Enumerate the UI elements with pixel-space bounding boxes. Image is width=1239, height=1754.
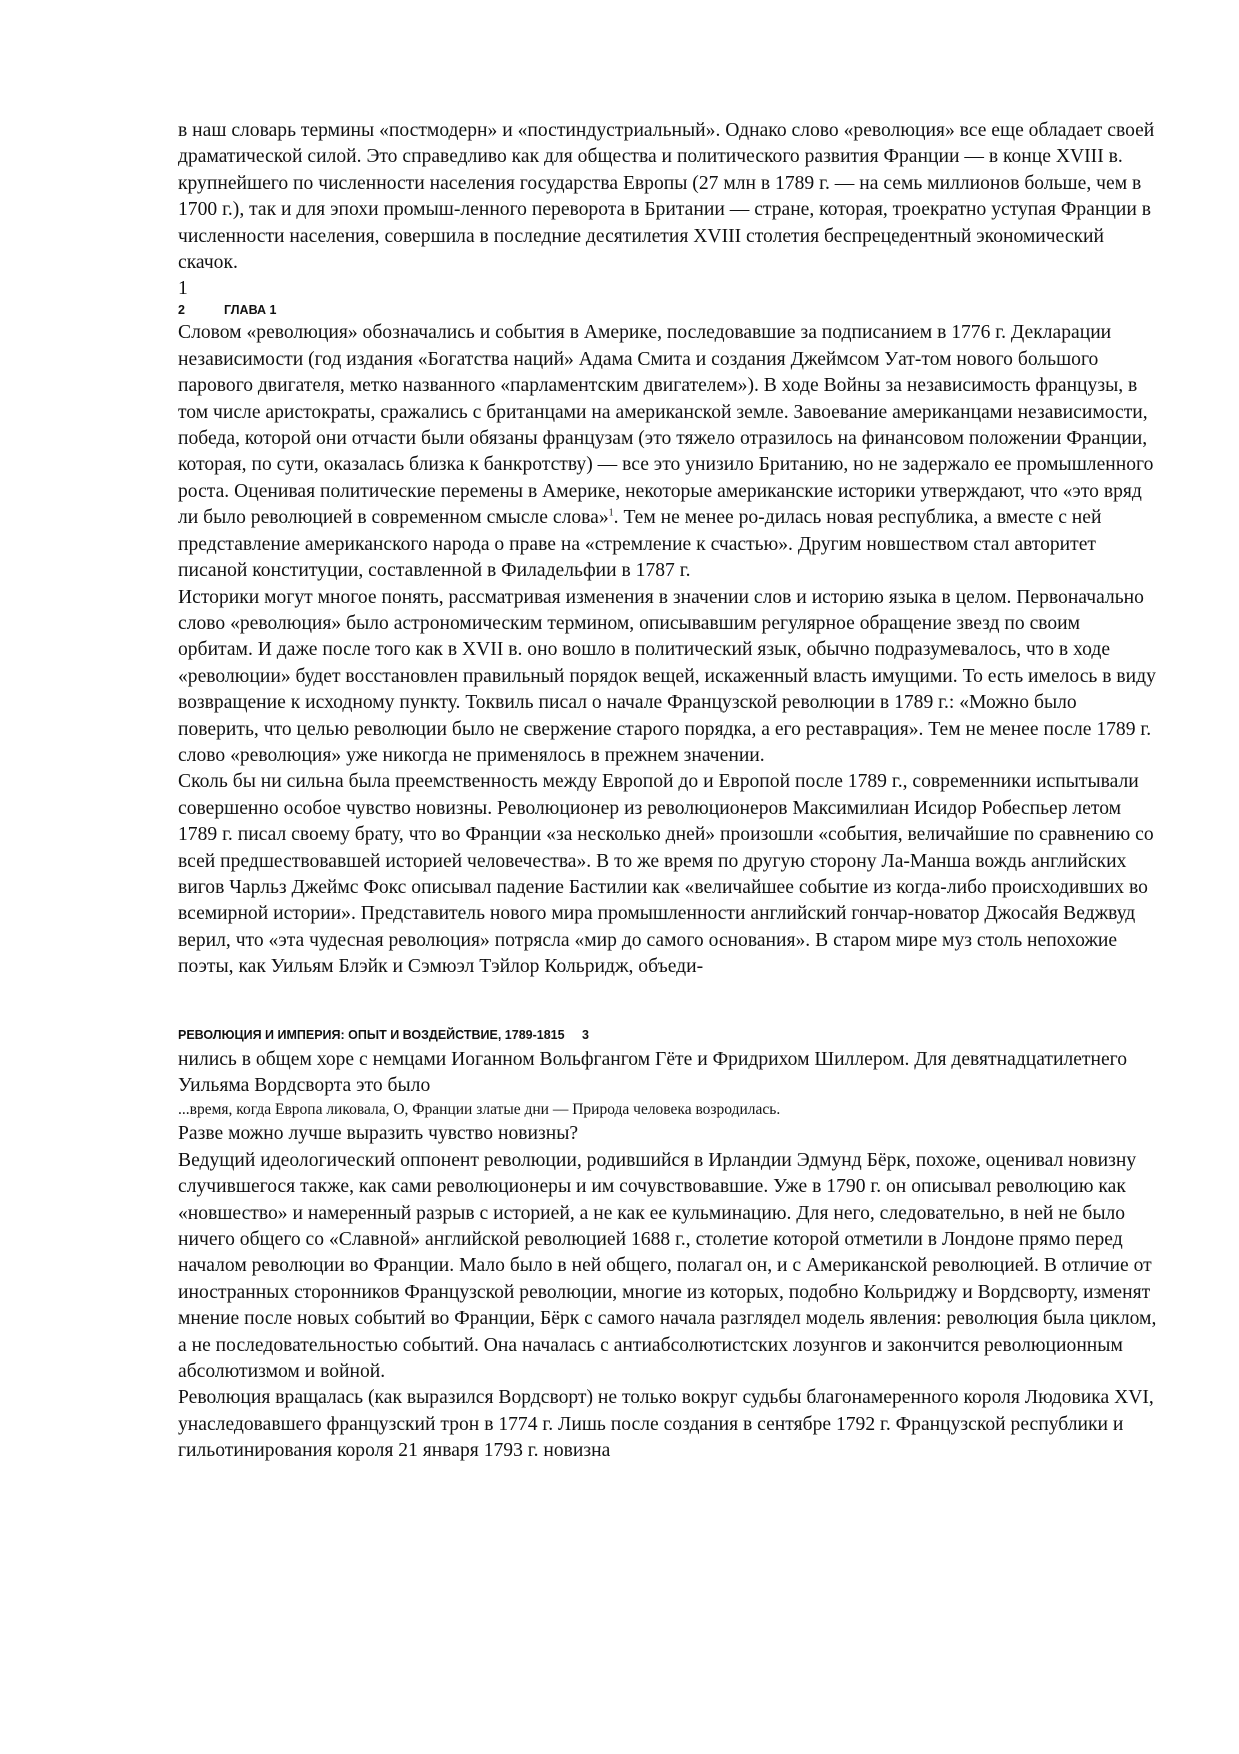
running-head-book xyxy=(178,1025,1158,1045)
running-head-book-title: РЕВОЛЮЦИЯ И ИМПЕРИЯ: ОПЫТ И ВОЗДЕЙСТВИЕ, 1789-1815 xyxy=(178,1027,565,1042)
page-number: 1 xyxy=(178,278,188,300)
running-head-title: ГЛАВА 1 xyxy=(224,303,277,318)
document-page xyxy=(178,118,1158,1465)
running-head-book-number: 3 xyxy=(581,1027,589,1042)
paragraph-goethe: нились в общем хоре с немцами Иоганном Вольфгангом Гёте и Фридрихом Шиллером. Для девятнадцатилетнего Уильяма Вордсворта это было xyxy=(178,1048,1128,1096)
paragraph-america-text: Словом «революция» обозначались и события в Америке, последовавшие за подписанием в 1776 г. Декларации независимости (год издания «Богатства наций» Адама Смита и создания Джеймсом Уат-том нового большого парового двигателя, метко названного «парламентским двигателем»). В ходе Войны за независимость французы, в том числе аристократы, сражались с британцами на американской земле. Завоевание американцами независимости, победа, которой они отчасти были обязаны французам (это тяжело отразилось на финансовом положении Франции, которая, по сути, оказалась близка к банкротству) — все это унизило Британию, но не задержало ее промышленного роста. Оценивая политические перемены в Америке, некоторые американские историки утверждают, что «это вряд ли было революцией в современном смысле слова» xyxy=(178,322,1154,529)
paragraph-historians: Историки могут многое понять, рассматривая изменения в значении слов и историю языка в целом. Первоначально слово «революция» было астрономическим термином, описывавшим регулярное обращение звезд по своим орбитам. И даже после того как в XVII в. оно вошло в политический язык, обычно подразумевалось, что в ходе «революции» будет восстановлен правильный порядок вещей, искаженный власть имущими. То есть имелось в виду возвращение к исходному пункту. Токвиль писал о начале Французской революции в 1789 г.: «Можно было поверить, что целью революции было не свержение старого порядка, а его реставрация». Тем не менее после 1789 г. слово «революция» уже никогда не применялось в прежнем значении. xyxy=(178,586,1156,766)
running-head-chapter xyxy=(178,300,1158,320)
paragraph-continuity: Сколь бы ни сильна была преемственность между Европой до и Европой после 1789 г., современники испытывали совершенно особое чувство новизны. Революционер из революционеров Максимилиан Исидор Робеспьер летом 1789 г. писал своему брату, что во Франции «за несколько дней» произошли «события, величайшие по сравнению со всей предшествовавшей историей человечества». В то же время по другую сторону Ла-Манша вождь английских вигов Чарльз Джеймс Фокс описывал падение Бастилии как «величайшее событие из когда-либо происходивших во всемирной истории». Представитель нового мира промышленности английский гончар-новатор Джосайя Веджвуд верил, что «эта чудесная революция» потрясла «мир до самого основания». В старом мире муз столь непохожие поэты, как Уильям Блэйк и Сэмюэл Тэйлор Кольридж, объеди- xyxy=(178,771,1154,978)
paragraph-louis: Революция вращалась (как выразился Вордсворт) не только вокруг судьбы благонамеренного короля Людовика XVI, унаследовавшего французский трон в 1774 г. Лишь после создания в сентябре 1792 г. Французской республики и гильотинирования короля 21 января 1793 г. новизна xyxy=(178,1387,1154,1462)
running-head-number: 2 xyxy=(178,303,185,318)
footnote-marker: 1 xyxy=(608,507,614,519)
quote-wordsworth: ...время, когда Европа ликовала, О, Франции златые дни — Природа человека возродилась. xyxy=(178,1101,781,1119)
paragraph-burke: Ведущий идеологический оппонент революции, родившийся в Ирландии Эдмунд Бёрк, похоже, оценивал новизну случившегося также, как сами революционеры и им сочувствовавшие. Уже в 1790 г. он описывал революцию как «новшество» и намеренный разрыв с историей, а не как ее кульминацию. Для него, следовательно, в ней не было ничего общего со «Славной» английской революцией 1688 г., столетие которой отметили в Лондоне прямо перед началом революции во Франции. Мало было в ней общего, полагал он, и с Американской революцией. В отличие от иностранных сторонников Французской революции, многие из которых, подобно Кольриджу и Вордсворту, изменят мнение после новых событий во Франции, Бёрк с самого начала разглядел модель явления: революция была циклом, а не последовательностью событий. Она началась с антиабсолютистских лозунгов и закончится революционным абсолютизмом и войной. xyxy=(178,1149,1157,1383)
paragraph-america-text-end: . Тем не менее ро-дилась новая республика, а вместе с ней представление американского народа о праве на «стремление к счастью». Другим новшеством стал авторитет писаной конституции, составленной в Филадельфии в 1787 г. xyxy=(178,507,1102,582)
paragraph-america xyxy=(178,320,1158,584)
paragraph-intro: в наш словарь термины «постмодерн» и «постиндустриальный». Однако слово «революция» все еще обладает своей драматической силой. Это справедливо как для общества и политического развития Франции — в конце XVIII в. крупнейшего по численности населения государства Европы (27 млн в 1789 г. — на семь миллионов больше, чем в 1700 г.), так и для эпохи промыш-ленного переворота в Британии — стране, которая, троекратно уступая Франции в численности населения, совершила в последние десятилетия XVIII столетия беспрецедентный экономический скачок. xyxy=(178,120,1155,274)
paragraph-question: Разве можно лучше выразить чувство новизны? xyxy=(178,1123,579,1145)
